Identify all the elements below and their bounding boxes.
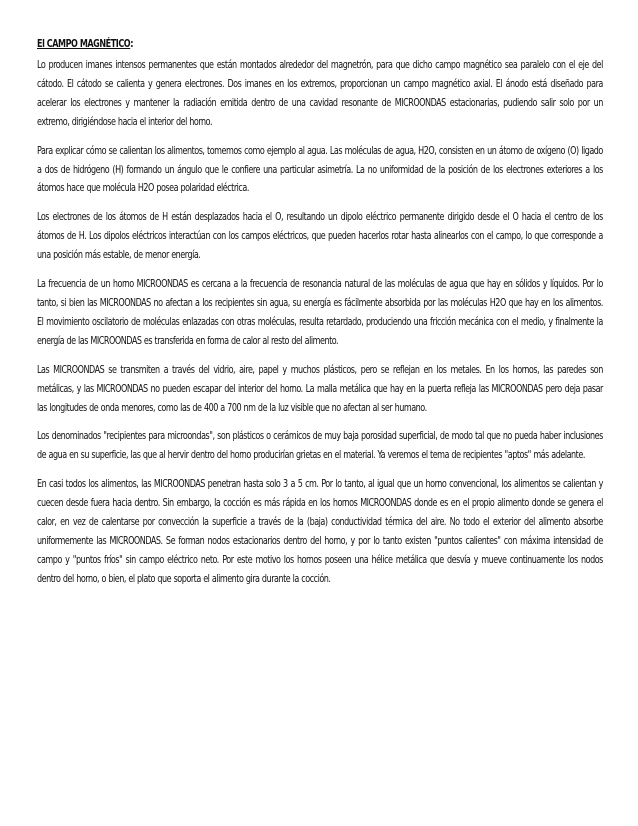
paragraph-transmission: Las MICROONDAS se transmiten a través del vidrio, aire, papel y muchos plásticos, pero se reflejan en los metales. En los hornos, las paredes son metálicas, y las MICROONDAS no pueden escapar del interior del horno. La malla metálica que hay en la puerta refleja las MICROONDAS pero deja pasar las longitudes de onda menores, como las de 400 a 700 nm de la luz visible que no afectan al ser humano.: [37, 363, 603, 414]
paragraph-water-molecule: Para explicar cómo se calientan los alimentos, tomemos como ejemplo al agua. Las moléculas de agua, H2O, consisten en un átomo de oxígeno (O) ligado a dos de hidrógeno (H) formando un ángulo que le confiere una particular asimetría. La no uniformidad de la posición de los electrones exteriores a los átomos hace que molécula H2O posea polaridad eléctrica.: [37, 144, 603, 195]
paragraph-frequency: La frecuencia de un horno MICROONDAS es cercana a la frecuencia de resonancia natural de las moléculas de agua que hay en sólidos y líquidos. Por lo tanto, si bien las MICROONDAS no afectan a los recipientes sin agua, su energía es fácilmente absorbida por las moléculas H2O que hay en los alimentos. El movimiento oscilatorio de moléculas enlazadas con otras moléculas, resulta retardado, produciendo una fricción mecánica con el medio, y finalmente la energía de las MICROONDAS es transferida en forma de calor al resto del alimento.: [37, 278, 603, 347]
section-heading-colon: :: [130, 38, 133, 50]
paragraph-containers: Los denominados "recipientes para microondas", son plásticos o cerámicos de muy baja porosidad superficial, de modo tal que no pueda haber inclusiones de agua en su superficie, las que al hervir dentro del horno producirían grietas en el material. Ya veremos el tema de recipientes "aptos" más adelante.: [37, 430, 603, 462]
paragraph-dipole: Los electrones de los átomos de H están desplazados hacia el O, resultando un dipolo eléctrico permanente dirigido desde el O hacia el centro de los átomos de H. Los dipolos eléctricos interactúan con los campos eléctricos, que pueden hacerlos rotar hasta alinearlos con el campo, lo que corresponde a una posición más estable, de menor energía.: [37, 211, 603, 262]
section-heading: [37, 34, 524, 54]
document-page: [37, 34, 603, 599]
section-heading-text: El CAMPO MAGNÉTICO: [37, 38, 131, 50]
paragraph-penetration: En casi todos los alimentos, las MICROONDAS penetran hasta solo 3 a 5 cm. Por lo tanto, al igual que un horno convencional, los alimentos se calientan y cuecen desde fuera hacia dentro. Sin embargo, la cocción es más rápida en los hornos MICROONDAS donde es en el propio alimento donde se genera el calor, en vez de calentarse por convección la superficie a través de la (baja) conductividad térmica del aire. No todo el exterior del alimento absorbe uniformemente las MICROONDAS. Se forman nodos estacionarios dentro del horno, y por lo tanto existen "puntos calientes" con máxima intensidad de campo y "puntos fríos" sin campo eléctrico neto. Por este motivo los hornos poseen una hélice metálica que desvía y mueve continuamente los nodos dentro del horno, o bien, el plato que soporta el alimento gira durante la cocción.: [37, 478, 603, 585]
paragraph-magnetic-field: Lo producen imanes intensos permanentes que están montados alrededor del magnetrón, para que dicho campo magnético sea paralelo con el eje del cátodo. El cátodo se calienta y genera electrones. Dos imanes en los extremos, proporcionan un campo magnético axial. El ánodo está diseñado para acelerar los electrones y mantener la radiación emitida dentro de una cavidad resonante de MICROONDAS estacionarias, pudiendo salir solo por un extremo, dirigiéndose hacia el interior del horno.: [37, 59, 603, 128]
